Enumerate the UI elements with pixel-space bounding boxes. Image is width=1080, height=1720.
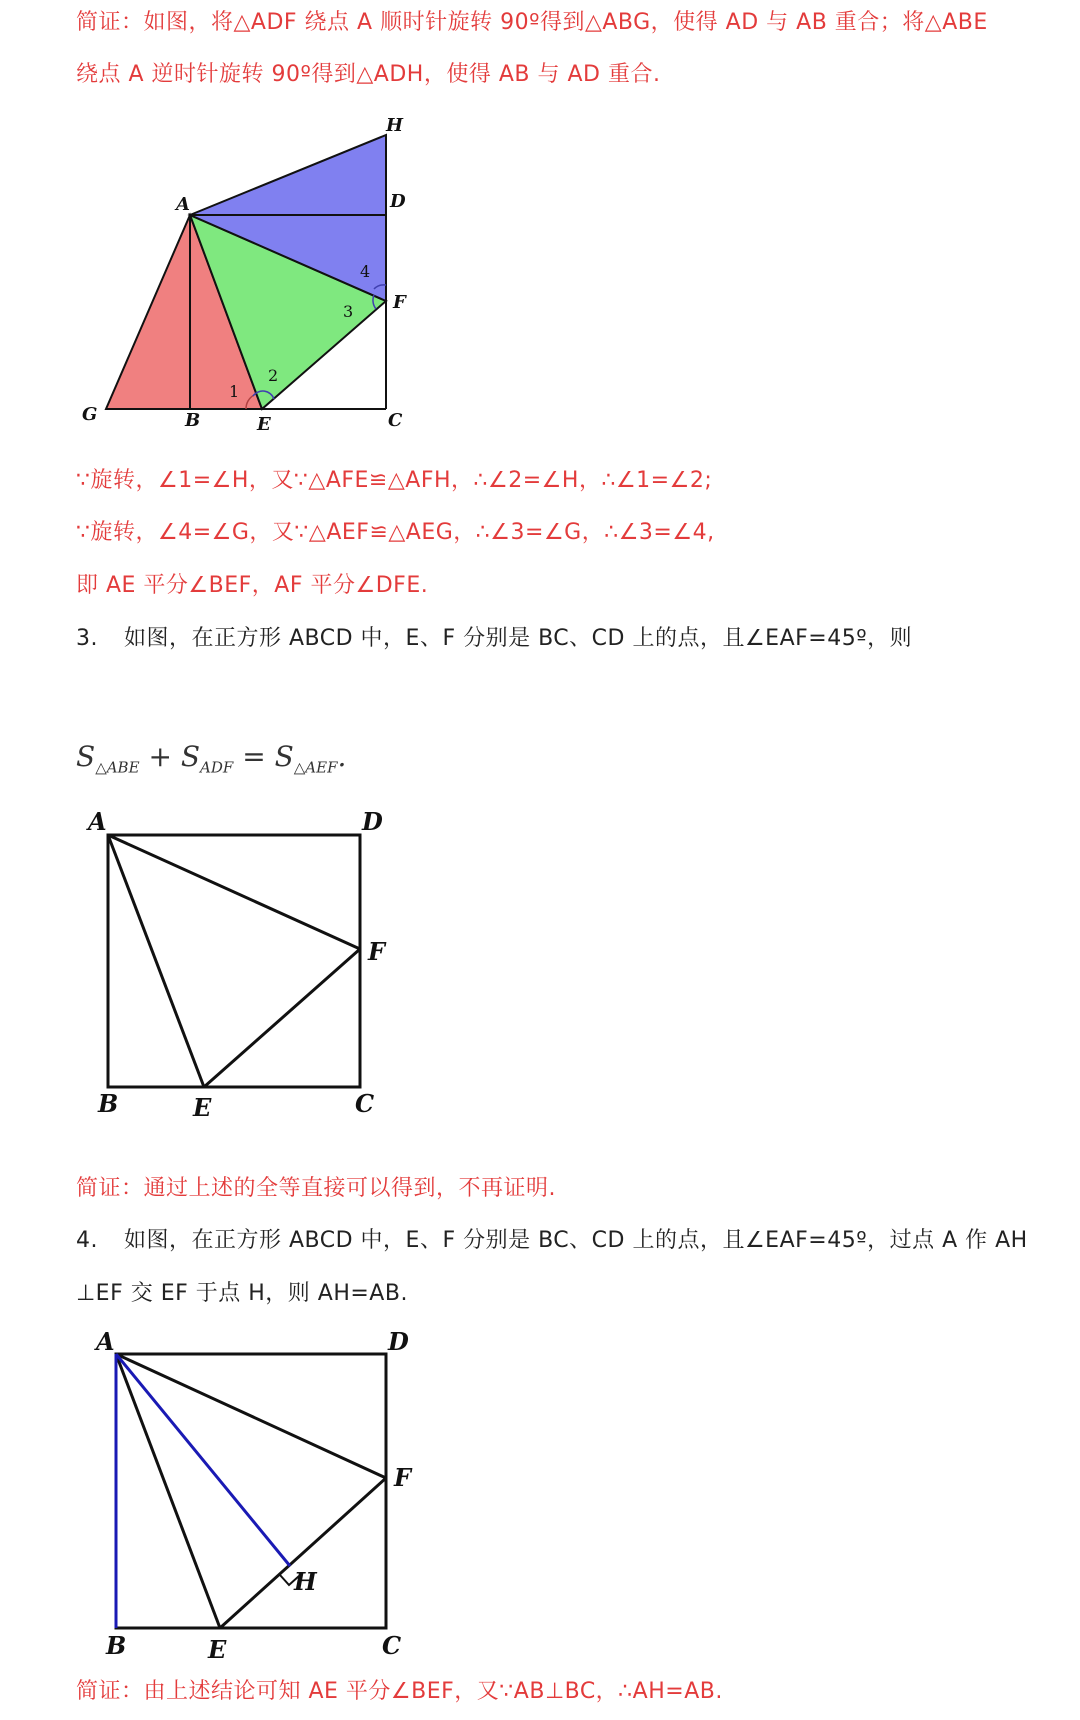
figure2-square-diagram [0,800,1080,1130]
proof1-line4: ∵旋转，∠4=∠G，又∵△AEF≌△AEG，∴∠3=∠G，∴∠3=∠4, [76,520,715,545]
label-A: A [96,1327,115,1356]
proof1-line3: ∵旋转，∠1=∠H，又∵△AFE≌△AFH，∴∠2=∠H，∴∠1=∠2; [76,468,713,493]
angle-label-1: 1 [229,382,240,401]
label-B: B [185,410,201,431]
label-A: A [176,194,190,215]
label-D: D [388,1327,409,1356]
proof1-line1: 简证：如图，将△ADF 绕点 A 顺时针旋转 90º得到△ABG，使得 AD 与 AB 重合；将△ABE [76,10,988,35]
figure1-rotation-diagram [0,0,1080,460]
label-D: D [362,807,383,836]
proof1-line2: 绕点 A 逆时针旋转 90º得到△ADH，使得 AB 与 AD 重合. [76,62,661,87]
label-E: E [257,414,271,435]
segment-EF [220,1478,386,1628]
angle-label-4: 4 [360,262,371,281]
label-D: D [390,191,406,212]
angle-label-2: 2 [268,366,279,385]
square-ABCD [108,835,360,1087]
problem3-statement [76,624,912,654]
proof4-text: 简证：由上述结论可知 AE 平分∠BEF，又∵AB⊥BC，∴AH=AB. [76,1679,723,1704]
label-H: H [294,1567,317,1596]
label-B: B [106,1631,127,1660]
square-ABCD [116,1354,386,1628]
angle-label-3: 3 [343,302,354,321]
label-E: E [208,1635,227,1664]
segment-AH-blue [116,1354,290,1566]
problem4-text: 如图，在正方形 ABCD 中，E、F 分别是 BC、CD 上的点，且∠EAF=45º，过点 A 作 AH [124,1228,1028,1253]
label-G: G [82,404,98,425]
problem4-statement-line2: ⊥EF 交 EF 于点 H，则 AH=AB. [76,1281,408,1306]
label-A: A [88,807,107,836]
label-F: F [393,292,406,313]
label-C: C [382,1631,402,1660]
proof3-text: 简证：通过上述的全等直接可以得到，不再证明. [76,1176,556,1201]
label-E: E [193,1093,212,1122]
problem3-text: 如图，在正方形 ABCD 中，E、F 分别是 BC、CD 上的点，且∠EAF=45º，则 [124,626,913,651]
label-B: B [98,1089,119,1118]
label-F: F [368,937,386,966]
area-formula: $S_{\triangle ABE} + S_{ADF} = S_{\triangle AEF}$. [76,740,347,777]
figure3-altitude-diagram [0,1320,1080,1664]
problem4-number: 4. [76,1228,98,1253]
segment-EF [204,949,360,1087]
proof1-line5: 即 AE 平分∠BEF，AF 平分∠DFE. [76,573,429,598]
label-F: F [394,1463,412,1492]
label-C: C [388,410,403,431]
problem3-number: 3. [76,626,98,651]
label-C: C [355,1089,375,1118]
problem4-statement-line1 [76,1226,1028,1256]
label-H: H [386,115,404,136]
